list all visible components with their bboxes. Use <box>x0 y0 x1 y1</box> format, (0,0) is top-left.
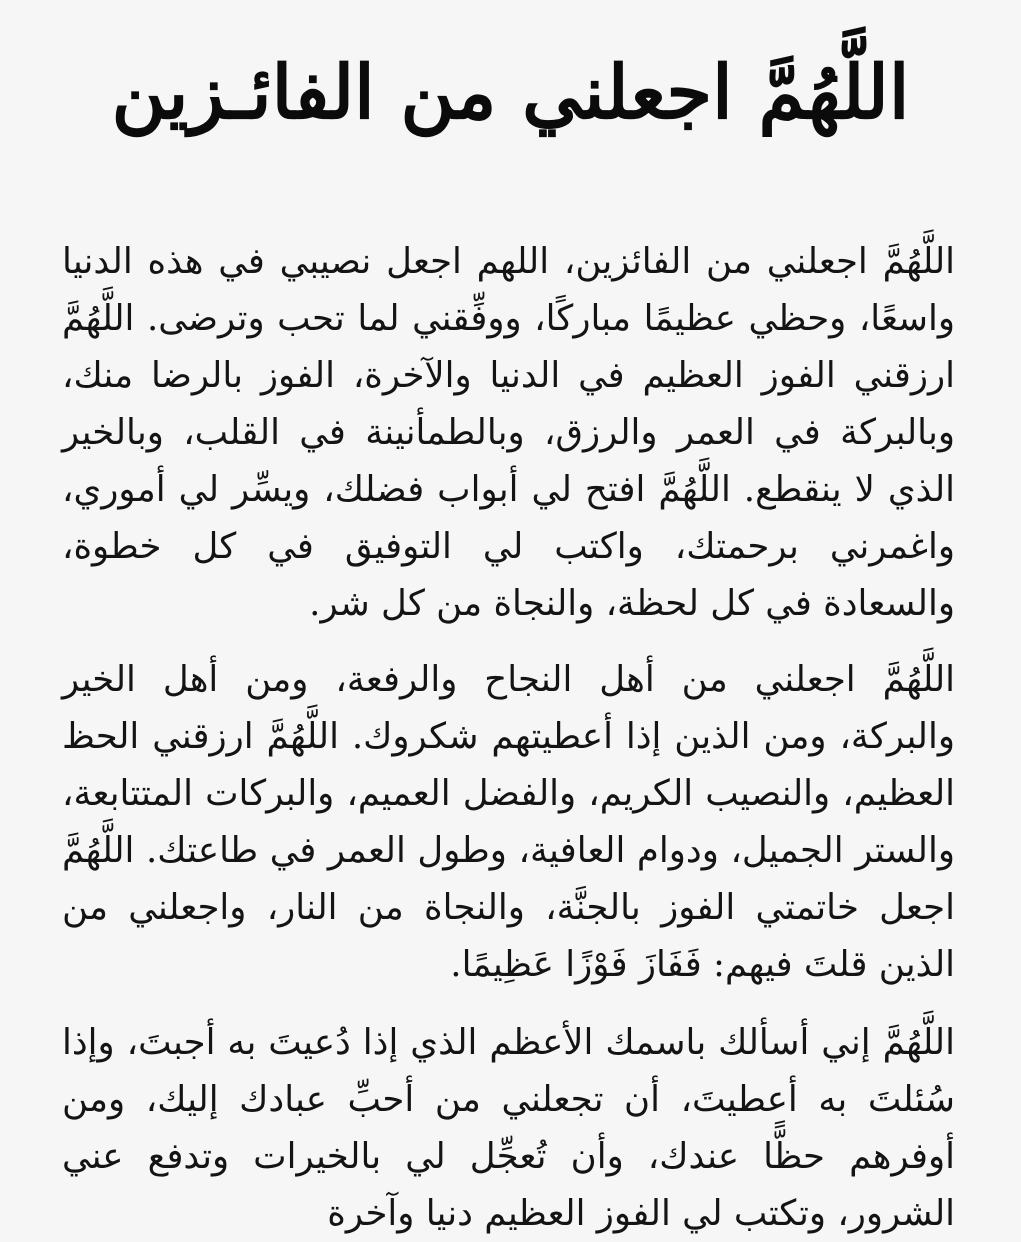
document-title: اللَّهُمَّ اجعلني من الفائـزين <box>111 50 910 136</box>
paragraph-2: اللَّهُمَّ اجعلني من أهل النجاح والرفعة، ومن أهل الخير والبركة، ومن الذين إذا أعطيتهم شكروك. اللَّهُمَّ ارزقني الحظ العظيم، والنصيب الكريم، والفضل العميم، والبركات المتتابعة، والستر الجميل، ودوام العافية، وطول العمر في طاعتك. اللَّهُمَّ اجعل خاتمتي الفوز بالجنَّة، والنجاة من النار، واجعلني من الذين قلتَ فيهم: فَفَازَ فَوْزًا عَظِيمًا. <box>62 659 955 985</box>
paragraph-3: اللَّهُمَّ إني أسألك باسمك الأعظم الذي إذا دُعيتَ به أجبتَ، وإذا سُئلتَ به أعطيتَ، أن تجعلني من أحبِّ عبادك إليك، ومن أوفرهم حظًّا عندك، وأن تُعجِّل لي بالخيرات وتدفع عني الشرور، وتكتب لي الفوز العظيم دنيا وآخرة <box>62 1022 955 1234</box>
paragraph-1: اللَّهُمَّ اجعلني من الفائزين، اللهم اجعل نصيبي في هذه الدنيا واسعًا، وحظي عظيمًا مباركًا، ووفِّقني لما تحب وترضى. اللَّهُمَّ ارزقني الفوز العظيم في الدنيا والآخرة، الفوز بالرضا منك، وبالبركة في العمر والرزق، وبالطمأنينة في القلب، وبالخير الذي لا ينقطع. اللَّهُمَّ افتح لي أبواب فضلك، ويسِّر لي أموري، واغمرني برحمتك، واكتب لي التوفيق في كل خطوة، والسعادة في كل لحظة، والنجاة من كل شر. <box>62 241 955 624</box>
